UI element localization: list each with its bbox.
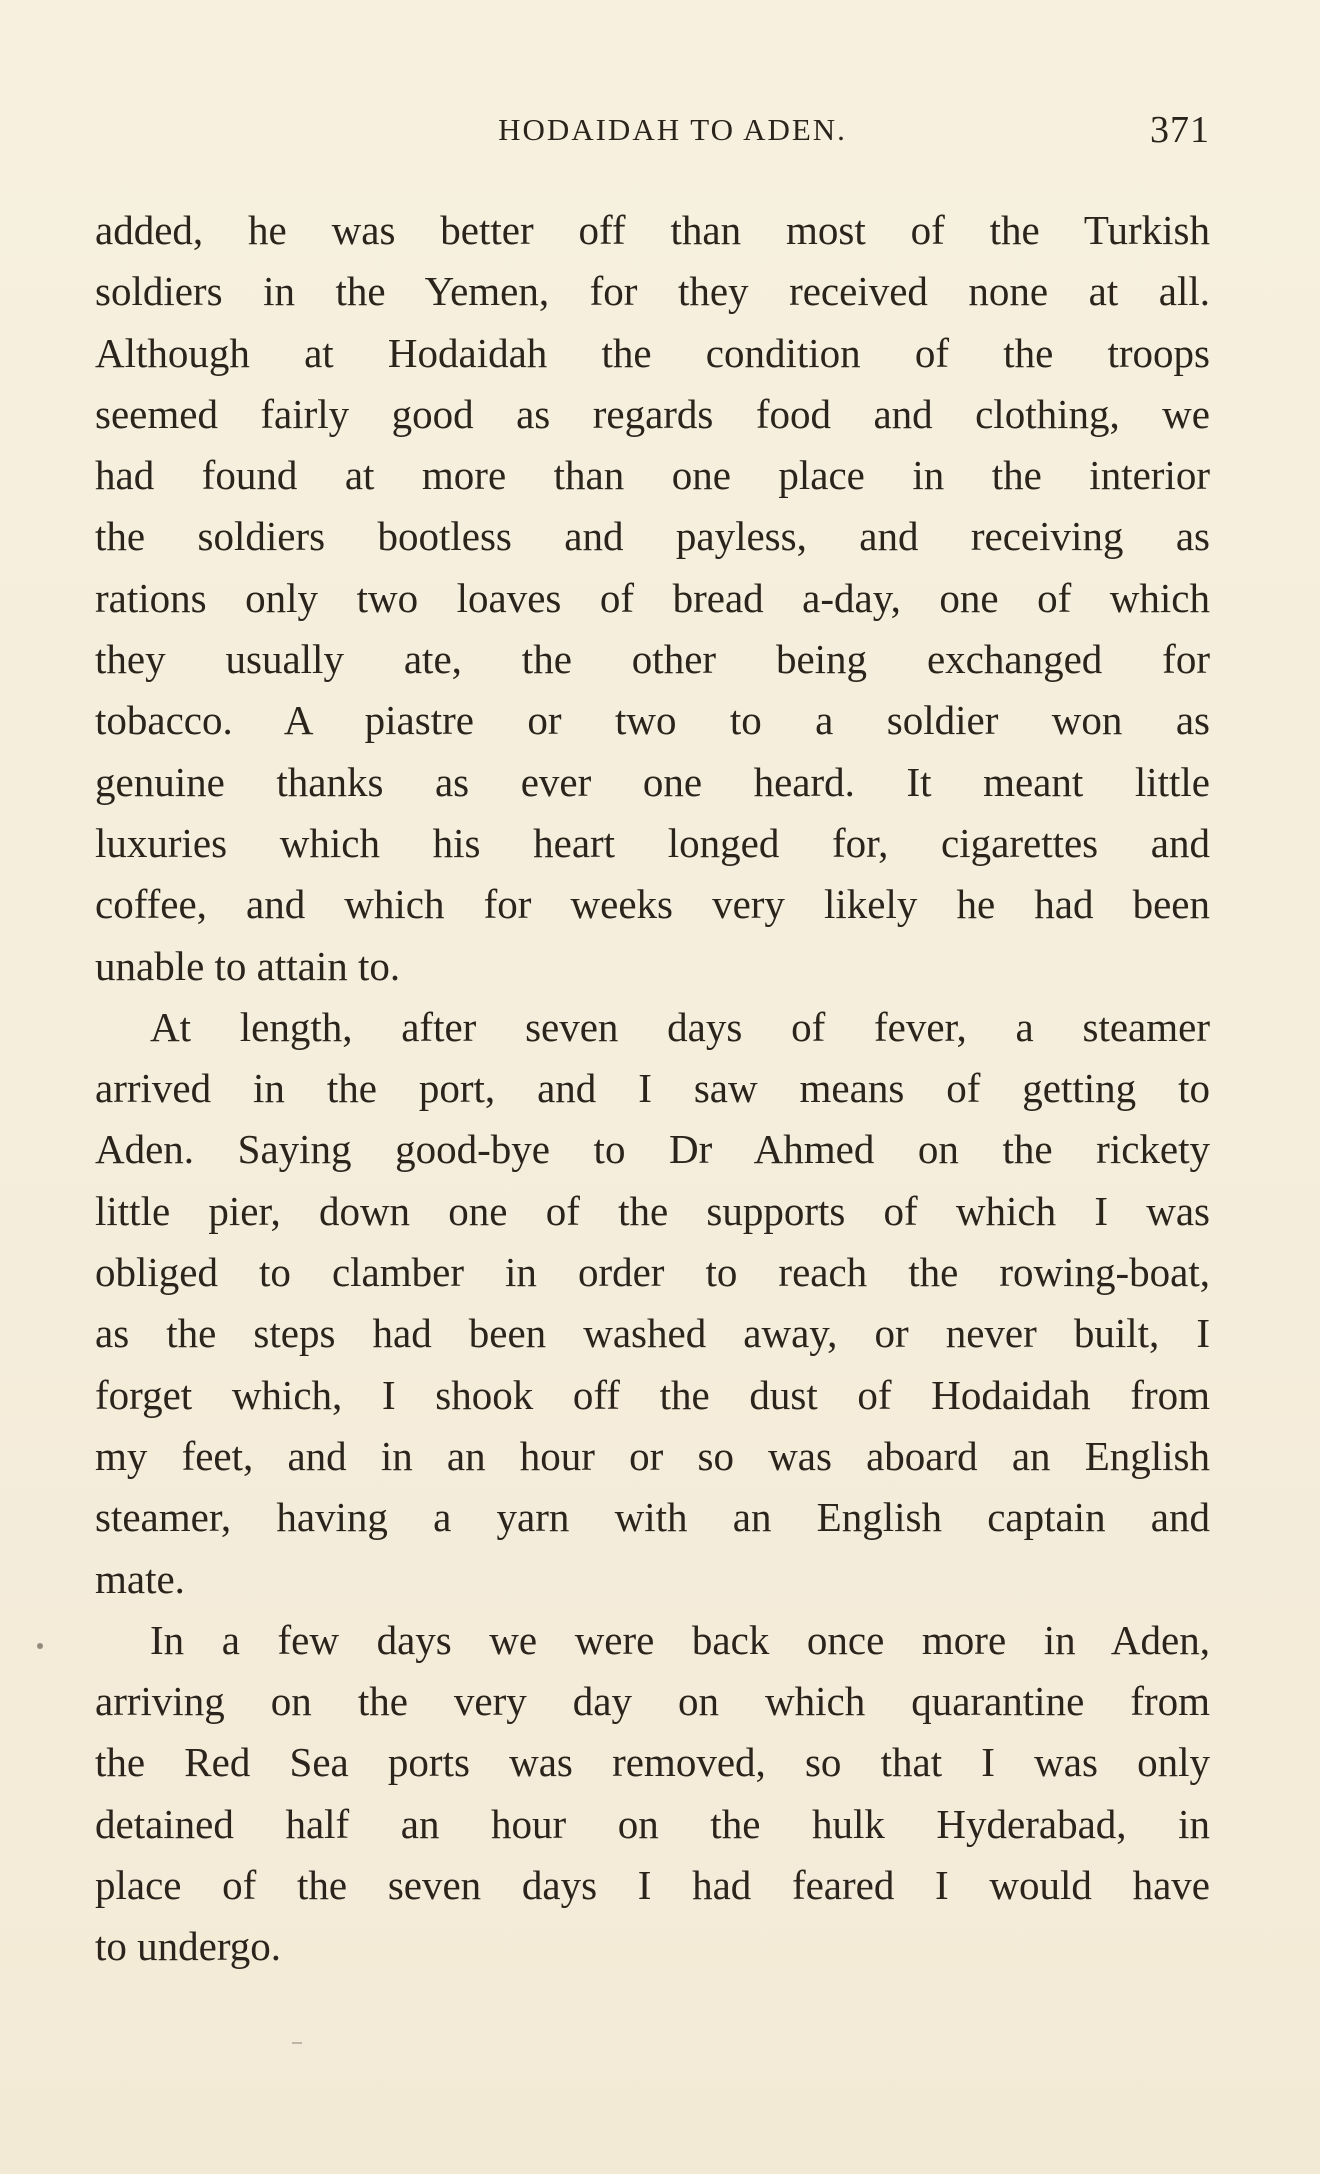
text-line: arrived in the port, and I saw means of getting to — [95, 1065, 1210, 1112]
paragraph — [95, 1610, 1210, 1978]
text-line: coffee, and which for weeks very likely he had been — [95, 881, 1210, 928]
text-line: luxuries which his heart longed for, cigarettes and — [95, 819, 1210, 866]
page-header — [95, 109, 1210, 158]
text-line: soldiers in the Yemen, for they received none at all. — [95, 268, 1210, 315]
text-line: unable to attain to. — [95, 942, 401, 989]
text-line: steamer, having a yarn with an English captain and — [95, 1494, 1210, 1541]
text-line: In a few days we were back once more in Aden, — [150, 1616, 1210, 1663]
text-line: my feet, and in an hour or so was aboard an English — [95, 1432, 1210, 1479]
text-line: the soldiers bootless and payless, and receiving as — [95, 513, 1210, 560]
text-line: tobacco. A piastre or two to a soldier won as — [95, 697, 1210, 744]
text-line: forget which, I shook off the dust of Hodaidah from — [95, 1371, 1210, 1418]
text-line: mate. — [95, 1555, 185, 1602]
text-line: detained half an hour on the hulk Hyderabad, in — [95, 1800, 1210, 1847]
paragraph — [95, 997, 1210, 1610]
stray-ink-dot — [37, 1643, 43, 1649]
text-line: rations only two loaves of bread a-day, one of which — [95, 574, 1210, 621]
text-line: place of the seven days I had feared I would have — [95, 1862, 1210, 1909]
page-number: 371 — [1150, 109, 1210, 151]
text-line: genuine thanks as ever one heard. It meant little — [95, 758, 1210, 805]
text-line: added, he was better off than most of the Turkish — [95, 207, 1210, 253]
text-line: the Red Sea ports was removed, so that I was only — [95, 1739, 1210, 1786]
text-line: Although at Hodaidah the condition of the troops — [95, 329, 1210, 376]
text-line: had found at more than one place in the interior — [95, 452, 1210, 499]
text-line: seemed fairly good as regards food and clothing, we — [95, 390, 1210, 437]
text-line: At length, after seven days of fever, a steamer — [150, 1003, 1210, 1050]
text-line: obliged to clamber in order to reach the rowing-boat, — [95, 1249, 1210, 1296]
text-line: to undergo. — [95, 1923, 282, 1970]
text-line: they usually ate, the other being exchanged for — [95, 636, 1210, 683]
stray-ink-dash — [292, 2042, 302, 2044]
text-line: as the steps had been washed away, or never built, I — [95, 1310, 1210, 1357]
text-line: little pier, down one of the supports of which I was — [95, 1187, 1210, 1234]
text-line: arriving on the very day on which quarantine from — [95, 1678, 1210, 1725]
running-title: HODAIDAH TO ADEN. — [498, 112, 847, 147]
text-line: Aden. Saying good-bye to Dr Ahmed on the rickety — [95, 1126, 1210, 1173]
paragraph — [95, 200, 1210, 997]
body-text — [95, 200, 1210, 1978]
